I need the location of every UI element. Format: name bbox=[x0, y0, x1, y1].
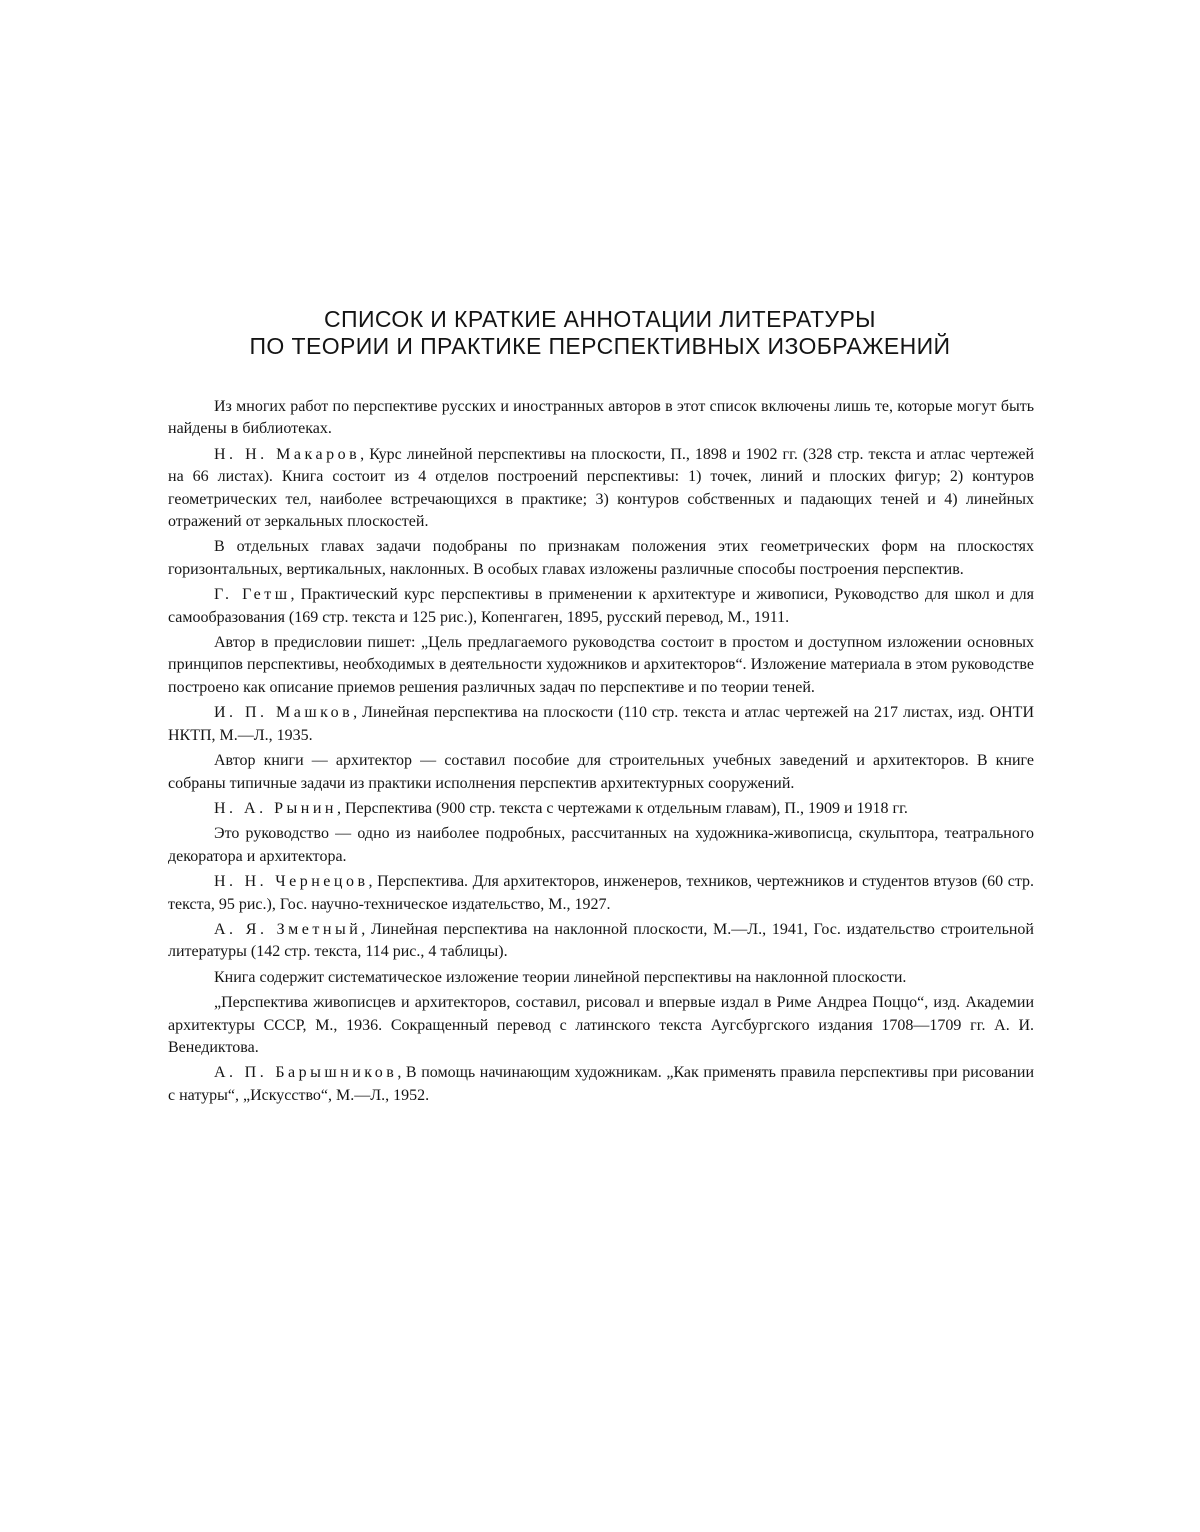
entry-pozzo: „Перспектива живописцев и архитекторов, составил, рисовал и впервые издал в Риме Андреа Поццо“, изд. Академии архитектуры СССР, М., 1936. Сокращенный перевод с латинского текста Аугсбургского издания 1708—1709 гг. А. И. Венедиктова. bbox=[168, 992, 1034, 1059]
title-line-1: СПИСОК И КРАТКИЕ АННОТАЦИИ ЛИТЕРАТУРЫ bbox=[150, 306, 1050, 333]
entry-mashkov bbox=[168, 702, 1034, 747]
entry-makarov-note: В отдельных главах задачи подобраны по признакам положения этих геометрических форм на плоскостях горизонтальных, вертикальных, наклонных. В особых главах изложены различные способы построения перспектив. bbox=[168, 536, 1034, 581]
entry-citation: , Курс линейной перспективы на плоскости, П., 1898 и 1902 гг. (328 стр. текста и атлас чертежей на 66 листах). Книга состоит из 4 отделов построений перспективы: 1) точек, линий и плоских фигур; 2) контуров геометрических тел, наиболее встречающихся в практике; 3) контуров собственных и падающих теней и 4) линейных отражений от зеркальных плоскостей. bbox=[168, 446, 1034, 530]
entry-author: Г. Гетш bbox=[214, 586, 291, 603]
entry-author: Н. А. Рынин bbox=[214, 800, 337, 817]
entry-mashkov-note: Автор книги — архитектор — составил пособие для строительных учебных заведений и архитекторов. В книге собраны типичные задачи из практики исполнения перспектив архитектурных сооружений. bbox=[168, 750, 1034, 795]
page-title bbox=[150, 306, 1050, 360]
entry-author: Н. Н. Чернецов bbox=[214, 873, 369, 890]
entry-rynin bbox=[168, 798, 1034, 820]
entry-author: И. П. Машков bbox=[214, 704, 353, 721]
entry-getsh bbox=[168, 584, 1034, 629]
document-page bbox=[0, 0, 1200, 1532]
entry-citation: , Линейная перспектива на плоскости (110 стр. текста и атлас чертежей на 217 листах, изд. ОНТИ НКТП, М.—Л., 1935. bbox=[168, 704, 1034, 743]
entry-rynin-note: Это руководство — одно из наиболее подробных, рассчитанных на художника-живописца, скульптора, театрального декоратора и архитектора. bbox=[168, 823, 1034, 868]
entry-author: Н. Н. Макаров bbox=[214, 446, 360, 463]
entry-citation: , Перспектива. Для архитекторов, инженеров, техников, чертежников и студентов втузов (60 стр. текста, 95 рис.), Гос. научно-техническое издательство, М., 1927. bbox=[168, 873, 1034, 912]
entry-citation: , В помощь начинающим художникам. „Как применять правила перспективы при рисовании с натуры“, „Искусство“, М.—Л., 1952. bbox=[168, 1064, 1034, 1103]
entry-baryshnikov bbox=[168, 1062, 1034, 1107]
entry-zmetny bbox=[168, 919, 1034, 964]
entry-chernetsov bbox=[168, 871, 1034, 916]
entry-author: А. П. Барышников bbox=[214, 1064, 397, 1081]
intro-paragraph: Из многих работ по перспективе русских и иностранных авторов в этот список включены лишь те, которые могут быть найдены в библиотеках. bbox=[168, 396, 1034, 441]
entry-zmetny-note: Книга содержит систематическое изложение теории линейной перспективы на наклонной плоскости. bbox=[168, 967, 1034, 989]
title-line-2: ПО ТЕОРИИ И ПРАКТИКЕ ПЕРСПЕКТИВНЫХ ИЗОБРАЖЕНИЙ bbox=[150, 333, 1050, 360]
entry-author: А. Я. Зметный bbox=[214, 921, 361, 938]
entry-citation: , Линейная перспектива на наклонной плоскости, М.—Л., 1941, Гос. издательство строительной литературы (142 стр. текста, 114 рис., 4 таблицы). bbox=[168, 921, 1034, 960]
entry-citation: , Практический курс перспективы в применении к архитектуре и живописи, Руководство для школ и для самообразования (169 стр. текста и 125 рис.), Копенгаген, 1895, русский перевод, М., 1911. bbox=[168, 586, 1034, 625]
entry-makarov bbox=[168, 444, 1034, 534]
entry-citation: , Перспектива (900 стр. текста с чертежами к отдельным главам), П., 1909 и 1918 гг. bbox=[337, 800, 908, 817]
entry-getsh-note: Автор в предисловии пишет: „Цель предлагаемого руководства состоит в простом и доступном изложении основных принципов перспективы, необходимых в деятельности художников и архитекторов“. Изложение материала в этом руководстве построено как описание приемов решения различных задач по перспективе и по теории теней. bbox=[168, 632, 1034, 699]
bibliography-body bbox=[168, 396, 1034, 1107]
